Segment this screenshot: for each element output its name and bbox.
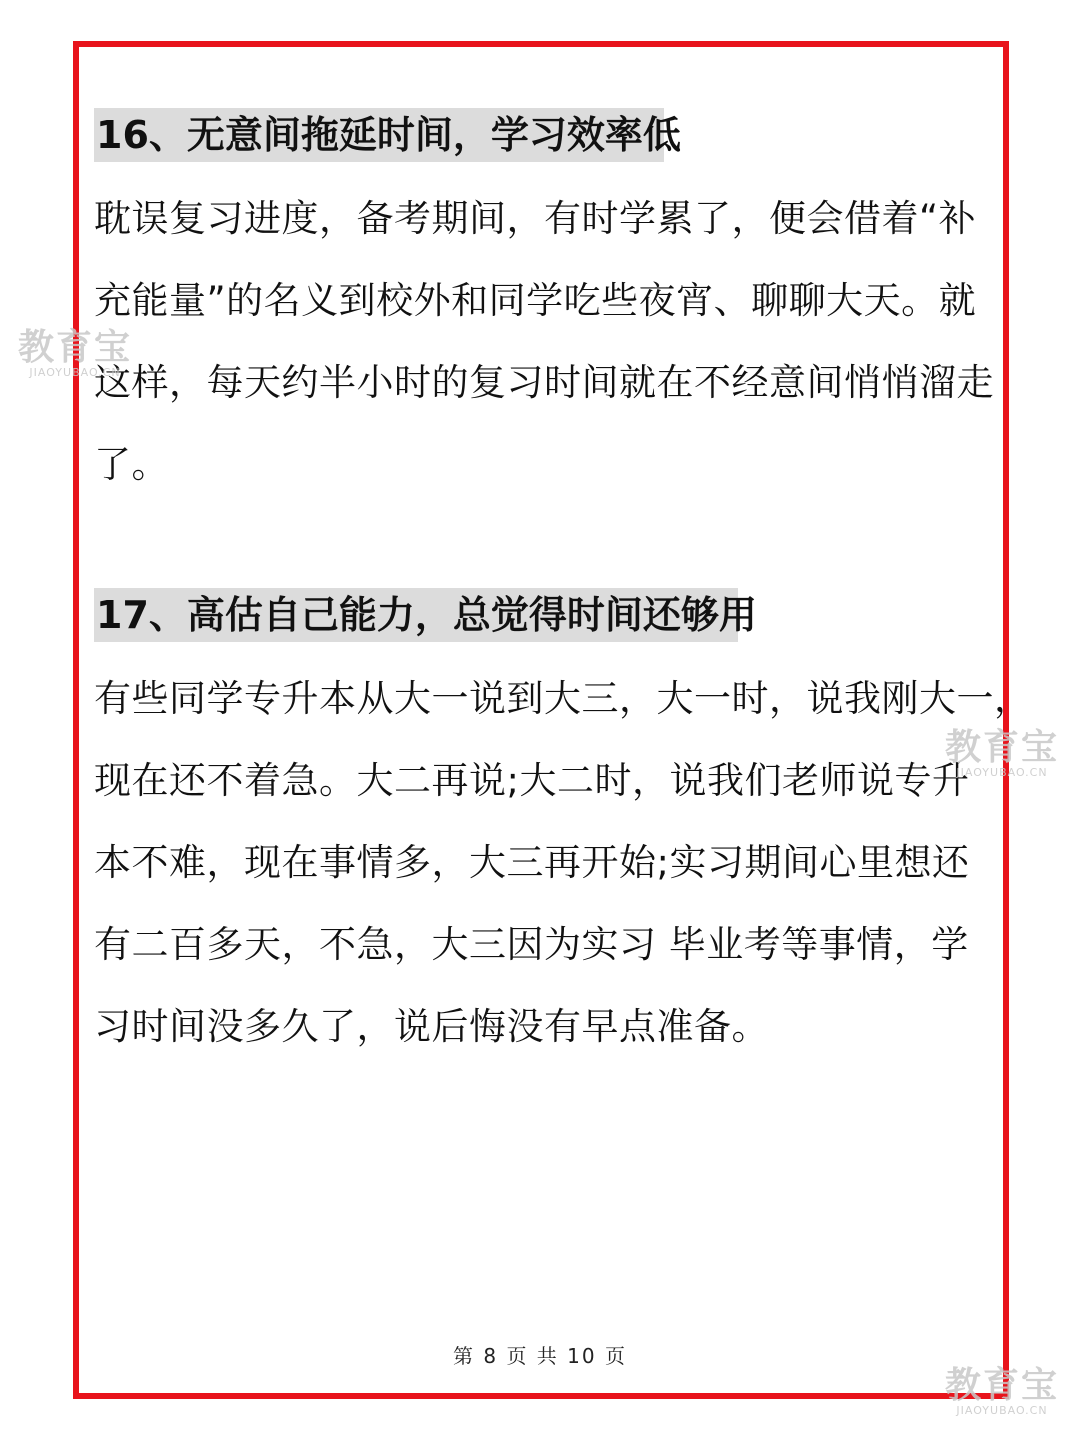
paragraph-line: 习时间没多久了，说后悔没有早点准备。 — [94, 1005, 769, 1048]
section-16-paragraph — [94, 178, 994, 506]
paragraph-line: 这样，每天约半小时的复习时间就在不经意间悄悄溜走 — [94, 361, 994, 404]
watermark-domain: JIAOYUBAO.CN — [956, 766, 1048, 779]
paragraph-line: 耽误复习进度，备考期间，有时学累了，便会借着“补 — [94, 197, 977, 240]
watermark-domain: JIAOYUBAO.CN — [956, 1404, 1048, 1417]
watermark-name: 教育宝 — [945, 727, 1060, 768]
section-16-heading: 16、无意间拖延时间，学习效率低 — [94, 108, 664, 162]
watermark-logo — [18, 327, 133, 380]
paragraph-line: 充能量”的名义到校外和同学吃些夜宵、聊聊大天。就 — [94, 279, 977, 322]
paragraph-line: 现在还不着急。大二再说;大二时，说我们老师说专升 — [94, 759, 970, 802]
paragraph-line: 本不难，现在事情多，大三再开始;实习期间心里想还 — [94, 841, 970, 884]
paragraph-line: 了。 — [94, 443, 169, 486]
page-number-footer: 第 8 页 共 10 页 — [453, 1344, 627, 1368]
paragraph-line: 有二百多天，不急，大三因为实习 毕业考等事情，学 — [94, 923, 969, 966]
watermark-name: 教育宝 — [18, 327, 133, 368]
watermark-domain: JIAOYUBAO.CN — [29, 366, 121, 379]
watermark-logo — [945, 727, 1060, 780]
section-17-heading: 17、高估自己能力，总觉得时间还够用 — [94, 588, 738, 642]
paragraph-line: 有些同学专升本从大一说到大三，大一时，说我刚大一， — [94, 677, 1032, 720]
watermark-name: 教育宝 — [945, 1365, 1060, 1406]
watermark-logo — [945, 1365, 1060, 1418]
